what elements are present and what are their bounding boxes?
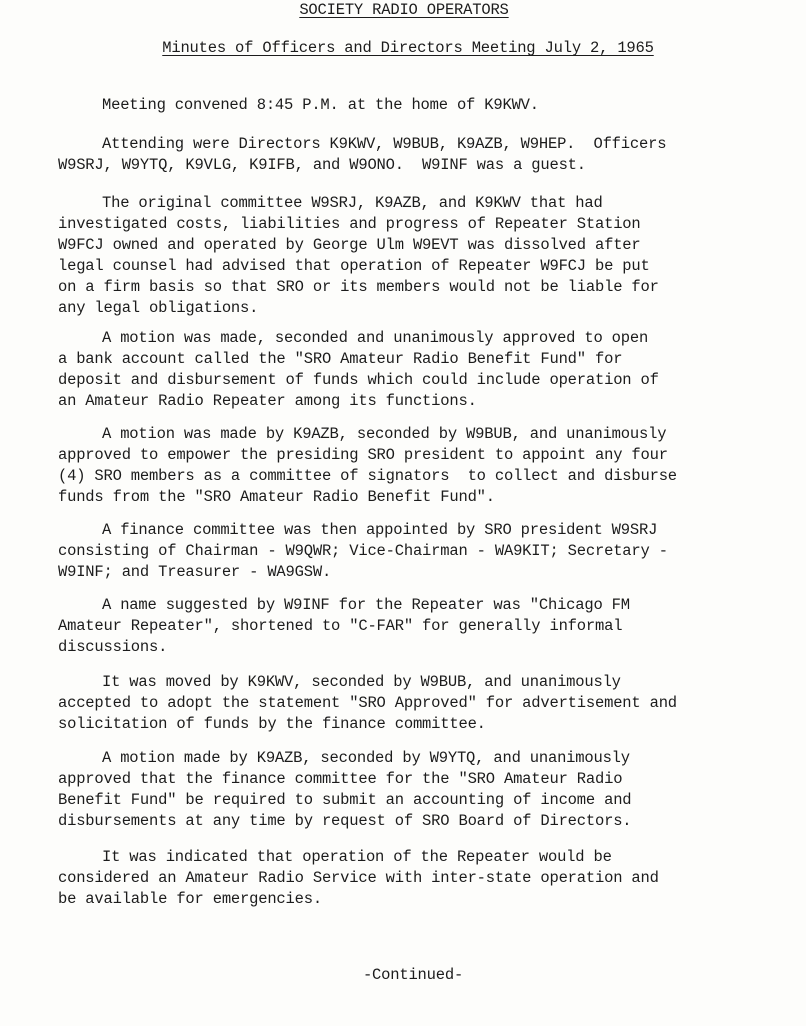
paragraph-line: W9INF; and Treasurer - WA9GSW. [58, 563, 332, 581]
continued-footer: -Continued- [362, 966, 464, 984]
paragraph-line: considered an Amateur Radio Service with inter-state operation and [58, 869, 659, 887]
paragraph-line: accepted to adopt the statement "SRO Approved" for advertisement and [58, 694, 677, 712]
paragraph-line: consisting of Chairman - W9QWR; Vice-Chairman - WA9KIT; Secretary - [58, 542, 668, 560]
paragraph-line: discussions. [58, 638, 168, 656]
paragraph-line: disbursements at any time by request of SRO Board of Directors. [58, 812, 632, 830]
paragraph-accounting [58, 748, 758, 832]
paragraph-repeater-name [58, 595, 758, 658]
paragraph-line: A motion was made by K9AZB, seconded by W9BUB, and unanimously [102, 425, 667, 443]
paragraph-line: Benefit Fund" be required to submit an accounting of income and [58, 791, 632, 809]
paragraph-line: a bank account called the "SRO Amateur Radio Benefit Fund" for [58, 350, 623, 368]
paragraph-line: A motion was made, seconded and unanimously approved to open [102, 329, 649, 347]
paragraph-line: approved that the finance committee for the "SRO Amateur Radio [58, 770, 623, 788]
paragraph-line: legal counsel had advised that operation of Repeater W9FCJ be put [58, 257, 650, 275]
paragraph-line: A name suggested by W9INF for the Repeater was "Chicago FM [102, 596, 630, 614]
paragraph-amateur-service [58, 847, 758, 910]
paragraph-line: on a firm basis so that SRO or its members would not be liable for [58, 278, 659, 296]
meeting-subtitle: Minutes of Officers and Directors Meeting July 2, 1965 [162, 39, 654, 57]
paragraph-convened [58, 95, 758, 116]
paragraph-line: A motion made by K9AZB, seconded by W9YTQ, and unanimously [102, 749, 630, 767]
paragraph-line: approved to empower the presiding SRO president to appoint any four [58, 446, 668, 464]
paragraph-sro-approved [58, 672, 758, 735]
paragraph-line: investigated costs, liabilities and progress of Repeater Station [58, 215, 641, 233]
paragraph-attendance [58, 134, 758, 176]
document-title: SOCIETY RADIO OPERATORS [299, 1, 509, 19]
paragraph-bank-account [58, 328, 758, 412]
paragraph-line: Attending were Directors K9KWV, W9BUB, K9AZB, W9HEP. Officers [102, 135, 667, 153]
paragraph-finance-committee [58, 520, 758, 583]
paragraph-committee-dissolved [58, 193, 758, 319]
paragraph-line: any legal obligations. [58, 299, 259, 317]
paragraph-line: Meeting convened 8:45 P.M. at the home of K9KWV. [102, 96, 539, 114]
paragraph-line: Amateur Repeater", shortened to "C-FAR" for generally informal [58, 617, 623, 635]
paragraph-line: an Amateur Radio Repeater among its functions. [58, 392, 477, 410]
paragraph-line: be available for emergencies. [58, 890, 322, 908]
paragraph-line: funds from the "SRO Amateur Radio Benefit Fund". [58, 488, 495, 506]
paragraph-line: It was moved by K9KWV, seconded by W9BUB, and unanimously [102, 673, 621, 691]
paragraph-line: W9SRJ, W9YTQ, K9VLG, K9IFB, and W9ONO. W9INF was a guest. [58, 156, 586, 174]
paragraph-line: It was indicated that operation of the Repeater would be [102, 848, 612, 866]
paragraph-line: (4) SRO members as a committee of signators to collect and disburse [58, 467, 677, 485]
paragraph-signators [58, 424, 758, 508]
paragraph-line: deposit and disbursement of funds which could include operation of [58, 371, 659, 389]
paragraph-line: W9FCJ owned and operated by George Ulm W9EVT was dissolved after [58, 236, 641, 254]
paragraph-line: The original committee W9SRJ, K9AZB, and K9KWV that had [102, 194, 603, 212]
paragraph-line: solicitation of funds by the finance committee. [58, 715, 486, 733]
paragraph-line: A finance committee was then appointed by SRO president W9SRJ [102, 521, 658, 539]
